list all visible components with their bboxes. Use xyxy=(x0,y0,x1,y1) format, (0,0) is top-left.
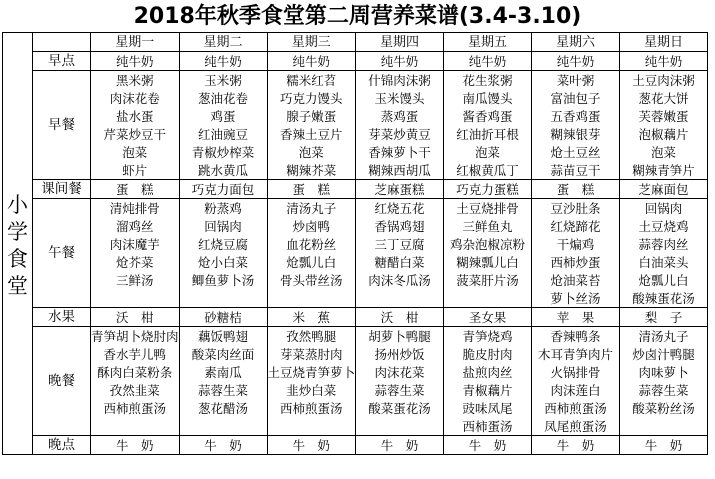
dish-cell: 西柿煎蛋汤 xyxy=(91,399,180,417)
dish-cell: 牛 奶 xyxy=(91,436,180,455)
dish-cell: 孜然韭菜 xyxy=(91,381,180,399)
dish-cell: 红烧豆腐 xyxy=(179,235,267,253)
menu-row xyxy=(3,381,708,399)
dish-cell: 青椒炒榨菜 xyxy=(179,143,267,161)
dish-cell: 砂糖桔 xyxy=(179,308,267,327)
dish-cell: 蛋 糕 xyxy=(532,180,620,199)
dish-cell: 糖醋白菜 xyxy=(356,253,444,271)
menu-row xyxy=(3,107,708,125)
dish-cell: 纯牛奶 xyxy=(91,52,180,71)
dish-cell: 红椒黄瓜丁 xyxy=(444,161,532,180)
dish-cell: 青笋烧鸡 xyxy=(444,327,532,346)
dish-cell: 泡菜 xyxy=(620,143,708,161)
dish-cell: 酸菜蛋花汤 xyxy=(356,399,444,417)
dish-cell: 土豆烧青笋萝卜 xyxy=(267,364,356,380)
dish-cell: 三鲜鱼丸 xyxy=(444,217,532,235)
dish-cell: 西柿煎蛋汤 xyxy=(267,399,356,417)
menu-row xyxy=(3,436,708,455)
dish-cell: 芹菜炒豆干 xyxy=(91,125,180,143)
dish-cell: 蒜蓉生菜 xyxy=(179,381,267,399)
dish-cell: 青椒藕片 xyxy=(444,381,532,399)
dish-cell: 脆皮肘肉 xyxy=(444,345,532,363)
day-header: 星期三 xyxy=(267,33,356,52)
dish-cell: 土豆烧鸡 xyxy=(620,217,708,235)
dish-cell: 富油包子 xyxy=(532,89,620,107)
dish-cell: 泡菜 xyxy=(267,143,356,161)
dish-cell: 葱花大饼 xyxy=(620,89,708,107)
dish-cell: 炝瓢儿白 xyxy=(267,253,356,271)
dish-cell: 扬州炒饭 xyxy=(356,345,444,363)
menu-row xyxy=(3,345,708,363)
menu-row xyxy=(3,308,708,327)
dish-cell: 炝油菜苔 xyxy=(532,271,620,289)
dish-cell: 蒜蓉肉丝 xyxy=(620,235,708,253)
dish-cell: 红油豌豆 xyxy=(179,125,267,143)
dish-cell: 鲫鱼萝卜汤 xyxy=(179,271,267,289)
dish-cell: 红烧蹄花 xyxy=(532,217,620,235)
day-header: 星期二 xyxy=(179,33,267,52)
menu-table xyxy=(2,32,708,455)
dish-cell: 牛 奶 xyxy=(532,436,620,455)
side-label xyxy=(3,33,33,455)
dish-cell: 西柿炒蛋 xyxy=(532,253,620,271)
dish-cell: 纯牛奶 xyxy=(620,52,708,71)
dish-cell: 肉沫花菜 xyxy=(356,363,444,381)
dish-cell: 豉味凤尾 xyxy=(444,399,532,417)
dish-cell: 香辣萝卜干 xyxy=(356,143,444,161)
dish-cell: 虾片 xyxy=(91,161,180,180)
dish-cell xyxy=(356,289,444,308)
dish-cell: 胡萝卜鸭腿 xyxy=(356,327,444,346)
dish-cell: 豆沙肚条 xyxy=(532,199,620,218)
dish-cell: 什锦肉沫粥 xyxy=(356,71,444,90)
meal-label: 早点 xyxy=(33,52,91,71)
dish-cell: 蛋 糕 xyxy=(91,180,180,199)
dish-cell: 素南瓜 xyxy=(179,363,267,381)
dish-cell: 酱香鸡蛋 xyxy=(444,107,532,125)
dish-cell: 回锅肉 xyxy=(179,217,267,235)
dish-cell: 牛 奶 xyxy=(444,436,532,455)
menu-row xyxy=(3,271,708,289)
dish-cell: 五香鸡蛋 xyxy=(532,107,620,125)
dish-cell: 炝土豆丝 xyxy=(532,143,620,161)
dish-cell: 梨 子 xyxy=(620,308,708,327)
menu-row xyxy=(3,125,708,143)
dish-cell: 鸡杂泡椒凉粉 xyxy=(444,235,532,253)
dish-cell: 花生浆粥 xyxy=(444,71,532,90)
dish-cell: 巧克力蛋糕 xyxy=(444,180,532,199)
dish-cell: 菠菜肝片汤 xyxy=(444,271,532,289)
dish-cell: 跳水黄瓜 xyxy=(179,161,267,180)
dish-cell: 纯牛奶 xyxy=(444,52,532,71)
dish-cell: 盐煎肉丝 xyxy=(444,363,532,381)
dish-cell xyxy=(91,289,180,308)
dish-cell: 土豆肉沫粥 xyxy=(620,71,708,90)
dish-cell xyxy=(620,417,708,436)
menu-row xyxy=(3,143,708,161)
dish-cell: 藕饭鸭翅 xyxy=(179,327,267,346)
dish-cell: 芝麻面包 xyxy=(620,180,708,199)
dish-cell: 泡菜 xyxy=(91,143,180,161)
menu-row xyxy=(3,199,708,218)
dish-cell: 玉米馒头 xyxy=(356,89,444,107)
dish-cell: 粉蒸鸡 xyxy=(179,199,267,218)
dish-cell: 肉味萝卜 xyxy=(620,363,708,381)
dish-cell: 西柿蛋汤 xyxy=(444,417,532,436)
dish-cell: 芽菜炒黄豆 xyxy=(356,125,444,143)
dish-cell: 腺子嫩蛋 xyxy=(267,107,356,125)
dish-cell: 香水芋儿鸭 xyxy=(91,345,180,363)
menu-row xyxy=(3,89,708,107)
dish-cell: 纯牛奶 xyxy=(179,52,267,71)
menu-row xyxy=(3,289,708,308)
dish-cell xyxy=(179,417,267,436)
menu-row xyxy=(3,161,708,180)
dish-cell: 南瓜馒头 xyxy=(444,89,532,107)
dish-cell: 牛 奶 xyxy=(179,436,267,455)
menu-row xyxy=(3,217,708,235)
dish-cell: 盐水蛋 xyxy=(91,107,180,125)
dish-cell: 白油菜头 xyxy=(620,253,708,271)
dish-cell: 酸辣蛋花汤 xyxy=(620,289,708,308)
dish-cell: 炒卤汁鸭腿 xyxy=(620,345,708,363)
dish-cell: 蒸鸡蛋 xyxy=(356,107,444,125)
dish-cell: 牛 奶 xyxy=(620,436,708,455)
corner-cell xyxy=(33,33,91,52)
dish-cell xyxy=(179,289,267,308)
dish-cell: 香辣土豆片 xyxy=(267,125,356,143)
menu-row xyxy=(3,253,708,271)
dish-cell: 土豆烧排骨 xyxy=(444,199,532,218)
dish-cell: 西柿煎蛋汤 xyxy=(532,399,620,417)
menu-row xyxy=(3,363,708,381)
meal-label: 早餐 xyxy=(33,71,91,180)
dish-cell: 萝卜丝汤 xyxy=(532,289,620,308)
dish-cell: 清汤丸子 xyxy=(620,327,708,346)
menu-row xyxy=(3,417,708,436)
dish-cell: 溜鸡丝 xyxy=(91,217,180,235)
dish-cell: 韭炒白菜 xyxy=(267,381,356,399)
dish-cell xyxy=(444,289,532,308)
dish-cell: 泡菜 xyxy=(444,143,532,161)
dish-cell: 肉沫花卷 xyxy=(91,89,180,107)
dish-cell: 红烧五花 xyxy=(356,199,444,218)
meal-label: 晚餐 xyxy=(33,327,91,436)
dish-cell: 回锅肉 xyxy=(620,199,708,218)
dish-cell: 苹 果 xyxy=(532,308,620,327)
dish-cell xyxy=(267,289,356,308)
side-label-char: 小 xyxy=(7,192,28,217)
dish-cell: 芙蓉嫩蛋 xyxy=(620,107,708,125)
dish-cell: 炝小白菜 xyxy=(179,253,267,271)
dish-cell: 清炖排骨 xyxy=(91,199,180,218)
dish-cell: 香锅鸡翅 xyxy=(356,217,444,235)
dish-cell: 蒜蓉生菜 xyxy=(356,381,444,399)
dish-cell: 纯牛奶 xyxy=(532,52,620,71)
dish-cell: 蒜苗豆干 xyxy=(532,161,620,180)
meal-label: 课间餐 xyxy=(33,180,91,199)
dish-cell: 三鲜汤 xyxy=(91,271,180,289)
dish-cell: 芝麻蛋糕 xyxy=(356,180,444,199)
dish-cell: 骨头带丝汤 xyxy=(267,271,356,289)
dish-cell: 米 蕉 xyxy=(267,308,356,327)
day-header: 星期日 xyxy=(620,33,708,52)
dish-cell: 炝芥菜 xyxy=(91,253,180,271)
dish-cell: 火锅排骨 xyxy=(532,363,620,381)
side-label-char: 学 xyxy=(7,219,28,244)
dish-cell: 芽菜蒸肘肉 xyxy=(267,345,356,363)
dish-cell xyxy=(356,417,444,436)
meal-label: 水果 xyxy=(33,308,91,327)
dish-cell xyxy=(91,417,180,436)
dish-cell: 巧克力馒头 xyxy=(267,89,356,107)
side-label-char: 食 xyxy=(7,246,28,271)
dish-cell xyxy=(267,417,356,436)
menu-row xyxy=(3,399,708,417)
meal-label: 晚点 xyxy=(33,436,91,455)
day-header: 星期五 xyxy=(444,33,532,52)
dish-cell: 肉沫冬瓜汤 xyxy=(356,271,444,289)
dish-cell: 葱花醋汤 xyxy=(179,399,267,417)
dish-cell: 肉沫莲白 xyxy=(532,381,620,399)
meal-label: 午餐 xyxy=(33,199,91,308)
dish-cell: 糊辣瓢儿白 xyxy=(444,253,532,271)
dish-cell: 黑米粥 xyxy=(91,71,180,90)
menu-row xyxy=(3,327,708,346)
day-header: 星期六 xyxy=(532,33,620,52)
dish-cell: 糊辣西胡瓜 xyxy=(356,161,444,180)
dish-cell: 三丁豆腐 xyxy=(356,235,444,253)
dish-cell: 菜叶粥 xyxy=(532,71,620,90)
dish-cell: 凤尾煎蛋汤 xyxy=(532,417,620,436)
header-row xyxy=(3,33,708,52)
menu-row xyxy=(3,71,708,90)
day-header: 星期一 xyxy=(91,33,180,52)
dish-cell: 孜然鸭腿 xyxy=(267,327,356,346)
dish-cell: 泡椒藕片 xyxy=(620,125,708,143)
dish-cell: 青笋胡卜烧肘肉 xyxy=(91,328,179,344)
side-label-char: 堂 xyxy=(7,273,28,298)
dish-cell: 肉沫魔芋 xyxy=(91,235,180,253)
dish-cell: 干煸鸡 xyxy=(532,235,620,253)
dish-cell: 酸菜粉丝汤 xyxy=(620,399,708,417)
dish-cell: 纯牛奶 xyxy=(267,52,356,71)
dish-cell: 炒卤鸭 xyxy=(267,217,356,235)
menu-row xyxy=(3,235,708,253)
dish-cell: 纯牛奶 xyxy=(356,52,444,71)
dish-cell: 木耳青笋肉片 xyxy=(532,345,620,363)
dish-cell: 玉米粥 xyxy=(179,71,267,90)
dish-cell: 血花粉丝 xyxy=(267,235,356,253)
menu-row xyxy=(3,52,708,71)
dish-cell: 沃 柑 xyxy=(91,308,180,327)
dish-cell: 蛋 糕 xyxy=(267,180,356,199)
menu-row xyxy=(3,180,708,199)
day-header: 星期四 xyxy=(356,33,444,52)
dish-cell: 牛 奶 xyxy=(267,436,356,455)
dish-cell: 巧克力面包 xyxy=(179,180,267,199)
page-title: 2018年秋季食堂第二周营养菜谱(3.4-3.10) xyxy=(133,4,582,29)
dish-cell: 红油折耳根 xyxy=(444,125,532,143)
dish-cell: 蒜蓉生菜 xyxy=(620,381,708,399)
dish-cell: 炝瓢儿白 xyxy=(620,271,708,289)
dish-cell: 鸡蛋 xyxy=(179,107,267,125)
dish-cell: 糊辣青笋片 xyxy=(620,161,708,180)
dish-cell: 圣女果 xyxy=(444,308,532,327)
dish-cell: 糯米红苕 xyxy=(267,71,356,90)
dish-cell: 香辣鸭条 xyxy=(532,327,620,346)
dish-cell: 糊辣芥菜 xyxy=(267,161,356,180)
dish-cell: 牛 奶 xyxy=(356,436,444,455)
dish-cell: 沃 柑 xyxy=(356,308,444,327)
dish-cell: 清汤丸子 xyxy=(267,199,356,218)
dish-cell: 葱油花卷 xyxy=(179,89,267,107)
dish-cell: 酸菜肉丝面 xyxy=(179,345,267,363)
dish-cell: 糊辣银芽 xyxy=(532,125,620,143)
dish-cell: 酥肉白菜粉条 xyxy=(91,363,180,381)
